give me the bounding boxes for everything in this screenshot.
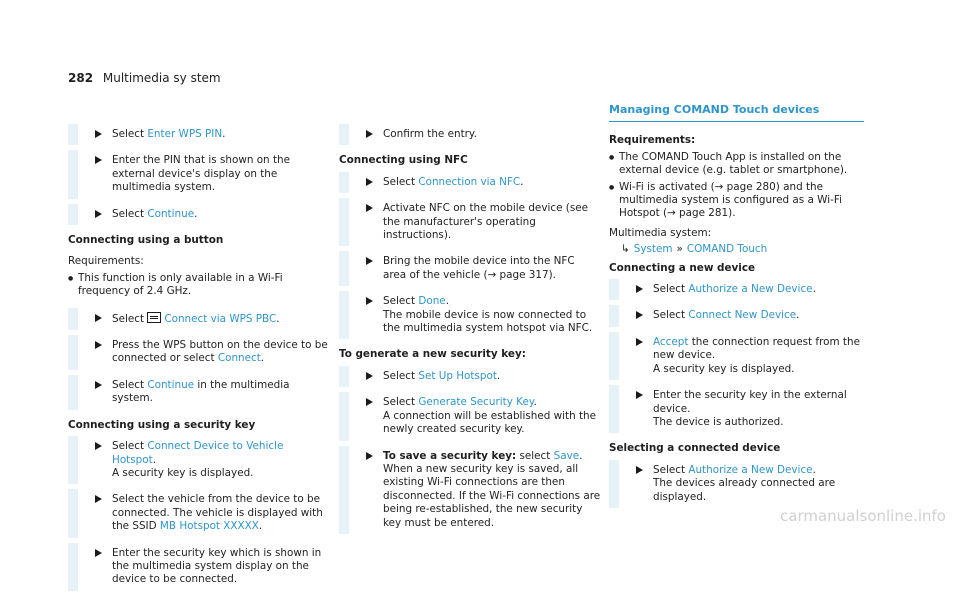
step: Select the vehicle from the device to be connected. The vehicle is displayed with the SSID MB Hotspot XXXXX. bbox=[68, 493, 330, 533]
step: Select Continue in the multimedia system. bbox=[68, 379, 330, 406]
step: Select Done. The mobile device is now connected to the multimedia system hotspot via NFC. bbox=[339, 295, 601, 335]
step-arrow-icon bbox=[636, 285, 643, 293]
step: Select Set Up Hotspot. bbox=[339, 370, 601, 383]
menu-link: Connect New Device bbox=[688, 309, 797, 322]
step-arrow-icon bbox=[366, 297, 373, 305]
step: Press the WPS button on the device to be connected or select Connect. bbox=[68, 339, 330, 366]
step: Select Connect New Device. bbox=[609, 309, 871, 322]
watermark: carmanualsonline.info bbox=[780, 507, 946, 525]
page-number: 282 bbox=[68, 71, 94, 85]
step-arrow-icon bbox=[95, 341, 102, 349]
menu-link: Connection via NFC bbox=[418, 175, 521, 188]
step: Select Generate Security Key. A connection will be established with the newly created security key. bbox=[339, 396, 601, 436]
wps-button-icon bbox=[147, 312, 161, 323]
column-3 bbox=[609, 103, 871, 517]
column-1 bbox=[68, 128, 330, 600]
step-arrow-icon bbox=[636, 311, 643, 319]
step: Enter the PIN that is shown on the external device's display on the multimedia system. bbox=[68, 154, 330, 194]
double-chevron-icon: » bbox=[676, 243, 683, 256]
menu-hook-arrow-icon: ↳ bbox=[621, 243, 630, 256]
page-header bbox=[68, 71, 221, 85]
step-arrow-icon bbox=[95, 314, 102, 322]
menu-link: Save bbox=[553, 449, 580, 462]
step: Enter the security key in the external device. The device is authorized. bbox=[609, 389, 871, 429]
menu-path bbox=[609, 243, 871, 256]
subheading: Selecting a connected device bbox=[609, 442, 781, 455]
requirements-label: Requirements: bbox=[609, 134, 696, 147]
step: Select Connect Device to Vehicle Hotspot. A security key is displayed. bbox=[68, 440, 330, 480]
step-arrow-icon bbox=[366, 257, 373, 265]
menu-link: COMAND Touch bbox=[686, 243, 768, 256]
menu-link: Enter WPS PIN bbox=[147, 128, 223, 140]
step: Accept the connection request from the new device. A security key is displayed. bbox=[609, 336, 871, 376]
step-arrow-icon bbox=[95, 495, 102, 503]
menu-link: Continue bbox=[147, 207, 195, 220]
subheading: Connecting using NFC bbox=[339, 154, 468, 167]
step-arrow-icon bbox=[366, 178, 373, 186]
menu-link: Set Up Hotspot bbox=[418, 369, 497, 382]
menu-link: Generate Security Key bbox=[418, 396, 534, 409]
step: Select Authorize a New Device. The devices already connected are displayed. bbox=[609, 464, 871, 504]
section-title: Managing COMAND Touch devices bbox=[609, 103, 864, 122]
step: Select Authorize a New Device. bbox=[609, 283, 871, 296]
page-section-title: Multimedia sy stem bbox=[102, 71, 221, 85]
menu-label: Multimedia system: bbox=[609, 226, 712, 239]
menu-link: Connect bbox=[217, 352, 261, 365]
step: Confirm the entry. bbox=[339, 128, 601, 141]
step: Activate NFC on the mobile device (see the manufacturer's operating instructions). bbox=[339, 202, 601, 242]
step: Select Connection via NFC. bbox=[339, 176, 601, 189]
menu-link: Accept bbox=[653, 335, 689, 348]
step-arrow-icon bbox=[95, 156, 102, 164]
column-2 bbox=[339, 128, 601, 543]
step-arrow-icon bbox=[95, 381, 102, 389]
step-arrow-icon bbox=[366, 452, 373, 460]
requirement-item: ● The COMAND Touch App is installed on the external device (e.g. tablet or smartphone). bbox=[609, 151, 871, 178]
step-arrow-icon bbox=[636, 466, 643, 474]
step-arrow-icon bbox=[95, 442, 102, 450]
menu-link: Continue bbox=[147, 378, 195, 391]
step-arrow-icon bbox=[95, 130, 102, 138]
menu-link: System bbox=[633, 243, 673, 256]
requirements-label: Requirements: bbox=[68, 255, 144, 268]
step: To save a security key: select Save. When a new security key is saved, all existing Wi‑Fi connections are then disconnected. If the Wi‑Fi connections are being re‑established, the new security key must be entered. bbox=[339, 450, 601, 530]
menu-link: MB Hotspot XXXXX bbox=[159, 520, 259, 533]
step-arrow-icon bbox=[366, 398, 373, 406]
step-arrow-icon bbox=[366, 130, 373, 138]
menu-link: Connect Device to Vehicle Hotspot bbox=[112, 440, 284, 466]
step: Enter the security key which is shown in the multimedia system display on the device to be connected. bbox=[68, 547, 330, 587]
step: Select Enter WPS PIN. bbox=[68, 128, 330, 141]
subheading: Connecting using a button bbox=[68, 234, 224, 247]
step: Select Connect via WPS PBC. bbox=[68, 312, 330, 326]
menu-link: Authorize a New Device bbox=[688, 283, 813, 296]
step: Bring the mobile device into the NFC area of the vehicle (→ page 317). bbox=[339, 255, 601, 282]
menu-link: Done bbox=[418, 295, 446, 308]
menu-link: Connect via WPS PBC bbox=[164, 312, 277, 325]
step-arrow-icon bbox=[95, 549, 102, 557]
step-arrow-icon bbox=[366, 372, 373, 380]
step-arrow-icon bbox=[636, 338, 643, 346]
step-arrow-icon bbox=[636, 391, 643, 399]
menu-link: Authorize a New Device bbox=[688, 463, 813, 476]
step: Select Continue. bbox=[68, 208, 330, 221]
subheading: Connecting a new device bbox=[609, 261, 756, 274]
step-arrow-icon bbox=[366, 204, 373, 212]
requirement-item: ● This function is only available in a Wi‑Fi frequency of 2.4 GHz. bbox=[68, 272, 330, 299]
subheading: To generate a new security key: bbox=[339, 348, 526, 361]
step-arrow-icon bbox=[95, 210, 102, 218]
subheading: Connecting using a security key bbox=[68, 418, 256, 431]
requirement-item: ● Wi‑Fi is activated (→ page 280) and the multimedia system is configured as a Wi‑Fi Hotspot (→ page 281). bbox=[609, 181, 871, 221]
